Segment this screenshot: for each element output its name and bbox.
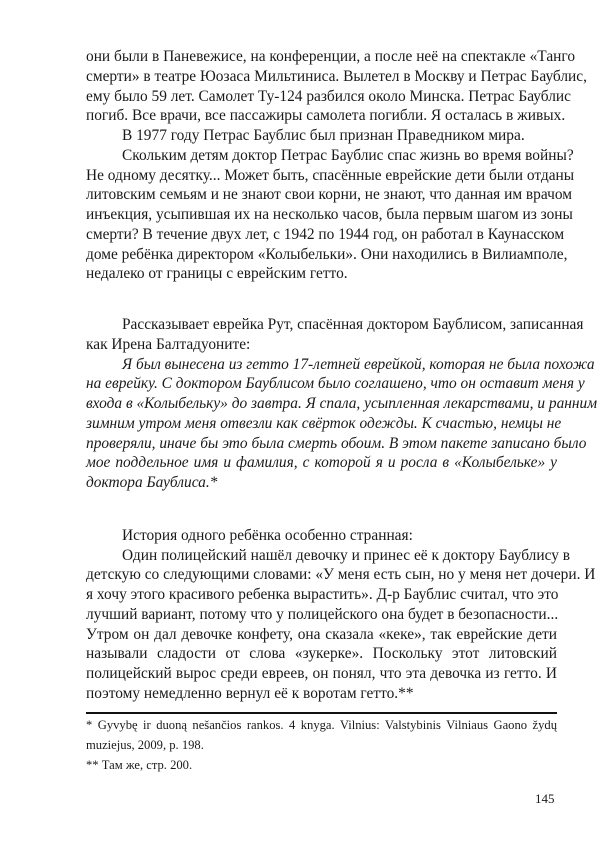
paragraph (86, 126, 557, 146)
text-line: я хочу этого красивого ребенка вырастить». Д-р Баублис считал, что это (86, 586, 559, 603)
paragraph-spacer (86, 493, 557, 526)
text-line: смерти? В течение двух лет, с 1942 по 1944 год, он работал в Каунасском (86, 225, 565, 243)
text-line: ему было 59 лет. Самолет Ту-124 разбился около Минска. Петрас Баублис (86, 87, 571, 105)
body-text (86, 47, 598, 704)
text-line: Я был вынесена из гетто 17-летней еврейкой, которая не была похожа (122, 355, 595, 373)
paragraph-spacer (86, 284, 557, 315)
text-line: Скольким детям доктор Петрас Баублис спас жизнь во время войны? (122, 146, 574, 164)
text-line: они были в Паневежисе, на конференции, а после неё на спектакле «Танго (86, 48, 576, 65)
text-line: полицейский вырос среди евреев, он понял, что эта девочка из гетто. И (86, 665, 557, 682)
text-line: погиб. Все врачи, все пассажиры самолета погибли. Я осталась в живых. (86, 107, 566, 125)
paragraph (86, 526, 557, 546)
text-line: В 1977 году Петрас Баублис был признан Праведником мира. (122, 127, 525, 144)
footnotes (86, 716, 557, 775)
text-line: зимним утром меня отвезли как свёрток одежды. К счастью, немцы не (86, 414, 562, 432)
text-line: инъекция, усыпившая их на несколько часов, была первым шагом из зоны (86, 206, 573, 223)
paragraph (86, 47, 587, 126)
text-line: лучший вариант, потому что у полицейского она будет в безопасности... (86, 605, 559, 623)
paragraph (86, 315, 584, 355)
footnote-2: ** Там же, стр. 200. (86, 757, 193, 772)
text-line: Рассказывает еврейка Рут, спасённая доктором Баублисом, записанная (122, 316, 584, 333)
text-line: Один полицейский нашёл девочку и принес её к доктору Баублису в (122, 546, 571, 564)
text-line: Не одному десятку... Может быть, спасённые еврейские дети были отданы (86, 166, 575, 184)
footnote-1-line-2: muziejus, 2009, p. 198. (86, 737, 204, 752)
text-line: на еврейку. С доктором Баублисом было соглашено, что он оставит меня у (86, 375, 585, 393)
quote-paragraph (86, 355, 598, 493)
text-line: детскую со следующими словами: «У меня есть сын, но у меня нет дочери. И (86, 566, 596, 584)
text-line: литовским семьям и не знают свои корни, не знают, что данная им врачом (86, 186, 572, 204)
page-number: 145 (535, 791, 555, 806)
text-line: называли сладости от слова «зукерке». Поскольку этот литовский (86, 645, 557, 663)
text-line: поэтому немедленно вернул её к воротам гетто.** (86, 684, 414, 702)
text-line: недалеко от границы с еврейским гетто. (86, 265, 348, 283)
paragraph (86, 146, 575, 284)
text-line: проверяли, иначе бы это была смерть обоим. В этом пакете записано было (86, 434, 587, 452)
text-line: входа в «Колыбельку» до завтра. Я спала, усыпленная лекарствами, и ранним (86, 395, 598, 412)
text-line: смерти» в театре Юозаса Мильтиниса. Вылетел в Москву и Петрас Баублис, (86, 67, 587, 85)
footnote-1-line-1: * Gyvybę ir duoną nešančios rankos. 4 knyga. Vilnius: Valstybinis Vilniaus Gaono žydų (86, 718, 557, 732)
text-line: Утром он дал девочке конфету, она сказала «кеке», так еврейские дети (86, 625, 557, 643)
text-line: доме ребёнка директором «Колыбельки». Они находились в Вилиамполе, (86, 245, 568, 263)
paragraph (86, 546, 596, 704)
text-line: как Ирена Балтадуоните: (86, 335, 251, 353)
text-line: доктора Баублиса.* (86, 474, 218, 491)
text-line: мое поддельное имя и фамилия, с которой я и росла в «Колыбельке» у (86, 454, 557, 472)
text-line: История одного ребёнка особенно странная: (122, 526, 413, 544)
footnote-separator (86, 712, 557, 714)
